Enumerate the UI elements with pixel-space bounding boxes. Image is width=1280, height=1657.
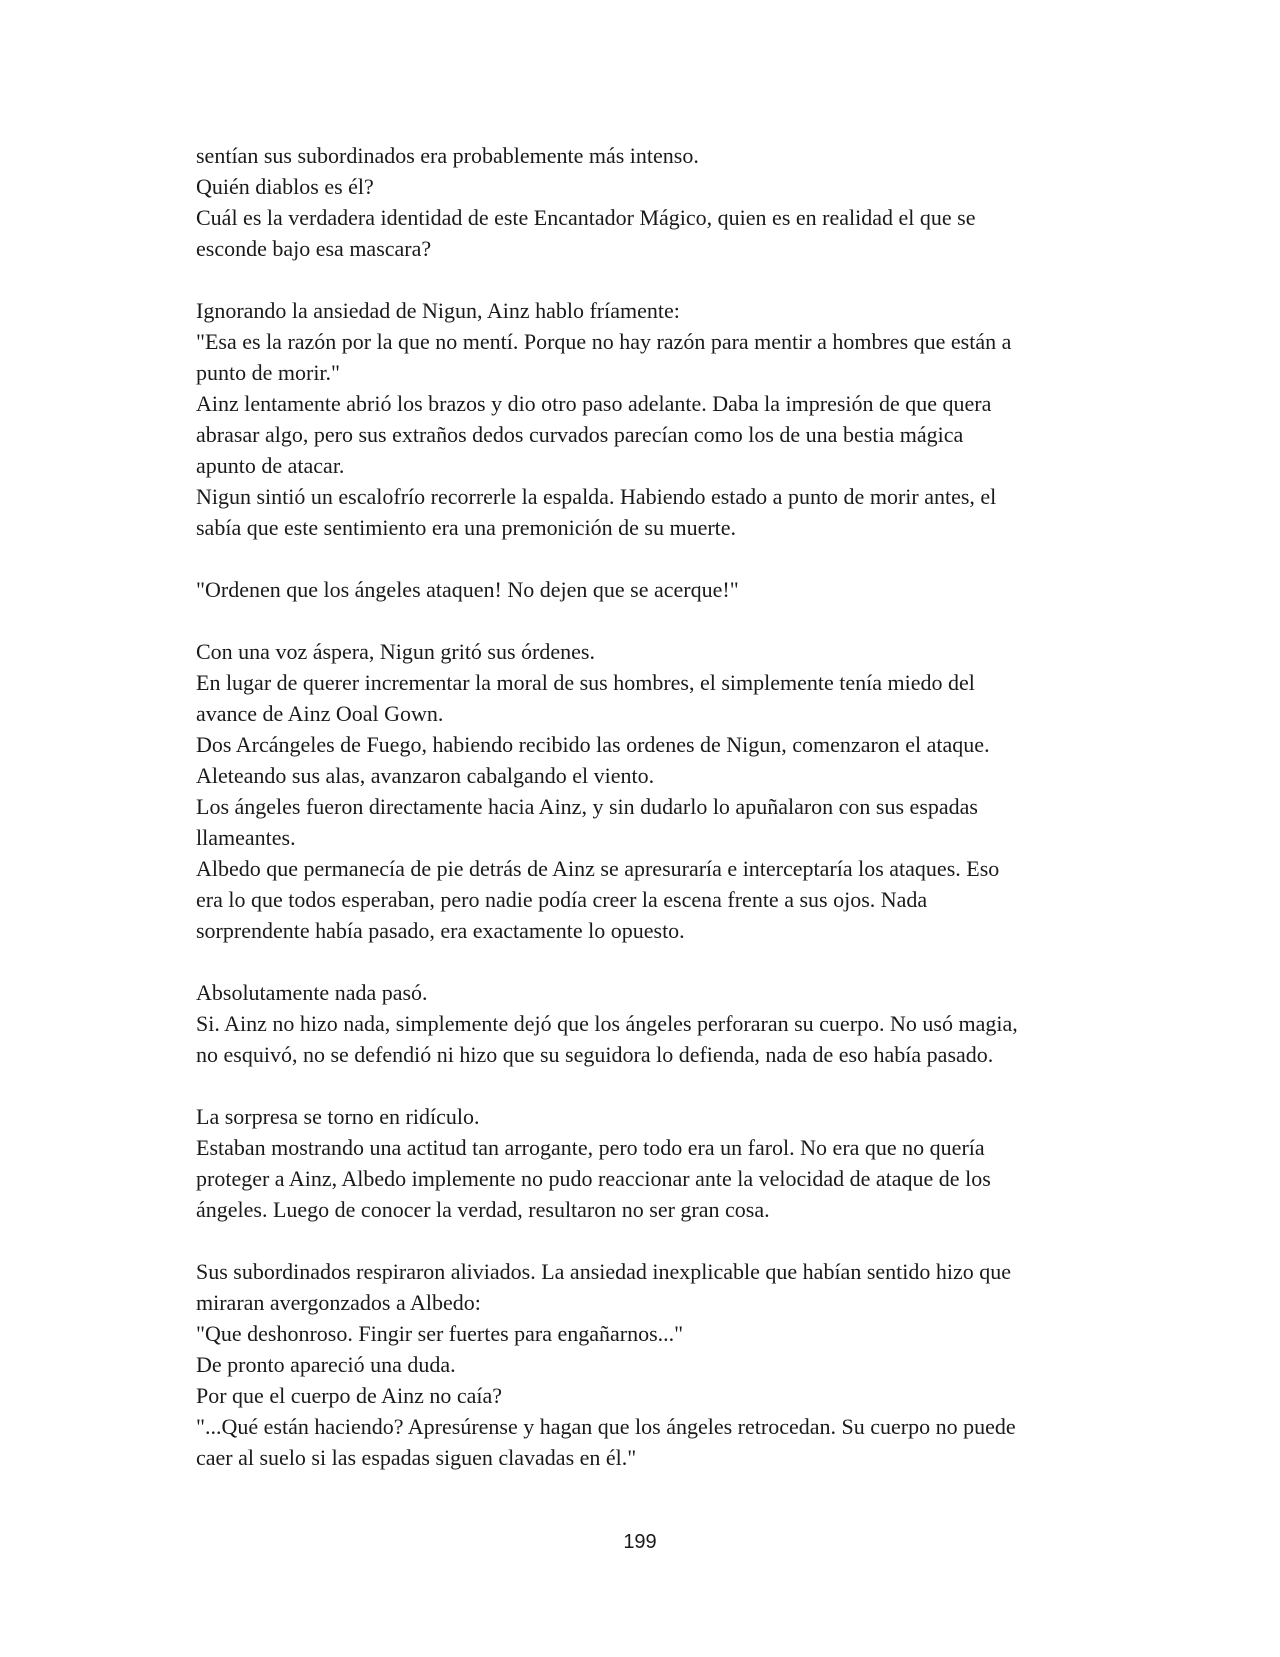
body-text xyxy=(196,140,1096,1473)
paragraph xyxy=(196,1256,1096,1318)
paragraph xyxy=(196,574,1096,605)
text-line: avance de Ainz Ooal Gown. xyxy=(196,701,444,726)
text-line: sentían sus subordinados era probablemente más intenso. xyxy=(196,143,699,168)
text-line: Ainz lentamente abrió los brazos y dio otro paso adelante. Daba la impresión de que quera xyxy=(196,391,992,416)
text-line: Cuál es la verdadera identidad de este Encantador Mágico, quien es en realidad el que se xyxy=(196,205,976,230)
text-line: proteger a Ainz, Albedo implemente no pudo reaccionar ante la velocidad de ataque de los xyxy=(196,1166,991,1191)
text-line: "Que deshonroso. Fingir ser fuertes para engañarnos..." xyxy=(196,1321,684,1346)
paragraph xyxy=(196,977,1096,1008)
paragraph xyxy=(196,171,1096,202)
text-line: abrasar algo, pero sus extraños dedos curvados parecían como los de una bestia mágica xyxy=(196,422,964,447)
paragraph-gap xyxy=(196,1225,1096,1256)
paragraph xyxy=(196,636,1096,667)
text-line: esconde bajo esa mascara? xyxy=(196,236,432,261)
paragraph xyxy=(196,667,1096,729)
text-line: ángeles. Luego de conocer la verdad, resultaron no ser gran cosa. xyxy=(196,1197,770,1222)
text-line: En lugar de querer incrementar la moral de sus hombres, el simplemente tenía miedo del xyxy=(196,670,975,695)
paragraph xyxy=(196,1132,1096,1225)
paragraph xyxy=(196,388,1096,481)
paragraph xyxy=(196,1411,1096,1473)
page-number: 199 xyxy=(623,1531,657,1553)
text-line: Ignorando la ansiedad de Nigun, Ainz hablo fríamente: xyxy=(196,298,680,323)
paragraph xyxy=(196,481,1096,543)
text-line: "...Qué están haciendo? Apresúrense y hagan que los ángeles retrocedan. Su cuerpo no puede xyxy=(196,1414,1016,1439)
text-line: Absolutamente nada pasó. xyxy=(196,980,428,1005)
text-line: punto de morir." xyxy=(196,360,341,385)
text-line: era lo que todos esperaban, pero nadie podía creer la escena frente a sus ojos. Nada xyxy=(196,887,928,912)
paragraph-gap xyxy=(196,264,1096,295)
text-line: sabía que este sentimiento era una premonición de su muerte. xyxy=(196,515,737,540)
paragraph xyxy=(196,202,1096,264)
text-line: sorprendente había pasado, era exactamente lo opuesto. xyxy=(196,918,685,943)
paragraph xyxy=(196,729,1096,760)
text-line: La sorpresa se torno en ridículo. xyxy=(196,1104,480,1129)
text-line: Albedo que permanecía de pie detrás de Ainz se apresuraría e interceptaría los ataques. Eso xyxy=(196,856,1000,881)
text-line: apunto de atacar. xyxy=(196,453,345,478)
paragraph-gap xyxy=(196,946,1096,977)
paragraph xyxy=(196,1101,1096,1132)
paragraph xyxy=(196,1008,1096,1070)
paragraph xyxy=(196,853,1096,946)
paragraph xyxy=(196,140,1096,171)
text-line: "Ordenen que los ángeles ataquen! No dejen que se acerque!" xyxy=(196,577,739,602)
text-line: Dos Arcángeles de Fuego, habiendo recibido las ordenes de Nigun, comenzaron el ataque. xyxy=(196,732,990,757)
text-line: Por que el cuerpo de Ainz no caía? xyxy=(196,1383,503,1408)
paragraph-gap xyxy=(196,605,1096,636)
text-line: llameantes. xyxy=(196,825,296,850)
text-line: miraran avergonzados a Albedo: xyxy=(196,1290,481,1315)
text-line: caer al suelo si las espadas siguen clavadas en él." xyxy=(196,1445,637,1470)
paragraph xyxy=(196,1380,1096,1411)
text-line: De pronto apareció una duda. xyxy=(196,1352,456,1377)
text-line: Con una voz áspera, Nigun gritó sus órdenes. xyxy=(196,639,595,664)
text-line: Nigun sintió un escalofrío recorrerle la espalda. Habiendo estado a punto de morir antes, el xyxy=(196,484,997,509)
text-line: Los ángeles fueron directamente hacia Ainz, y sin dudarlo lo apuñalaron con sus espadas xyxy=(196,794,978,819)
text-line: Quién diablos es él? xyxy=(196,174,374,199)
paragraph xyxy=(196,791,1096,853)
paragraph xyxy=(196,760,1096,791)
paragraph-gap xyxy=(196,1070,1096,1101)
paragraph xyxy=(196,1318,1096,1349)
text-line: Sus subordinados respiraron aliviados. La ansiedad inexplicable que habían sentido hizo que xyxy=(196,1259,1012,1284)
paragraph xyxy=(196,295,1096,326)
paragraph-gap xyxy=(196,543,1096,574)
text-line: "Esa es la razón por la que no mentí. Porque no hay razón para mentir a hombres que están a xyxy=(196,329,1012,354)
text-line: Aleteando sus alas, avanzaron cabalgando el viento. xyxy=(196,763,655,788)
text-line: Estaban mostrando una actitud tan arrogante, pero todo era un farol. No era que no quería xyxy=(196,1135,985,1160)
text-line: no esquivó, no se defendió ni hizo que su seguidora lo defienda, nada de eso había pasado. xyxy=(196,1042,994,1067)
paragraph xyxy=(196,1349,1096,1380)
paragraph xyxy=(196,326,1096,388)
text-line: Si. Ainz no hizo nada, simplemente dejó que los ángeles perforaran su cuerpo. No usó magia, xyxy=(196,1011,1018,1036)
